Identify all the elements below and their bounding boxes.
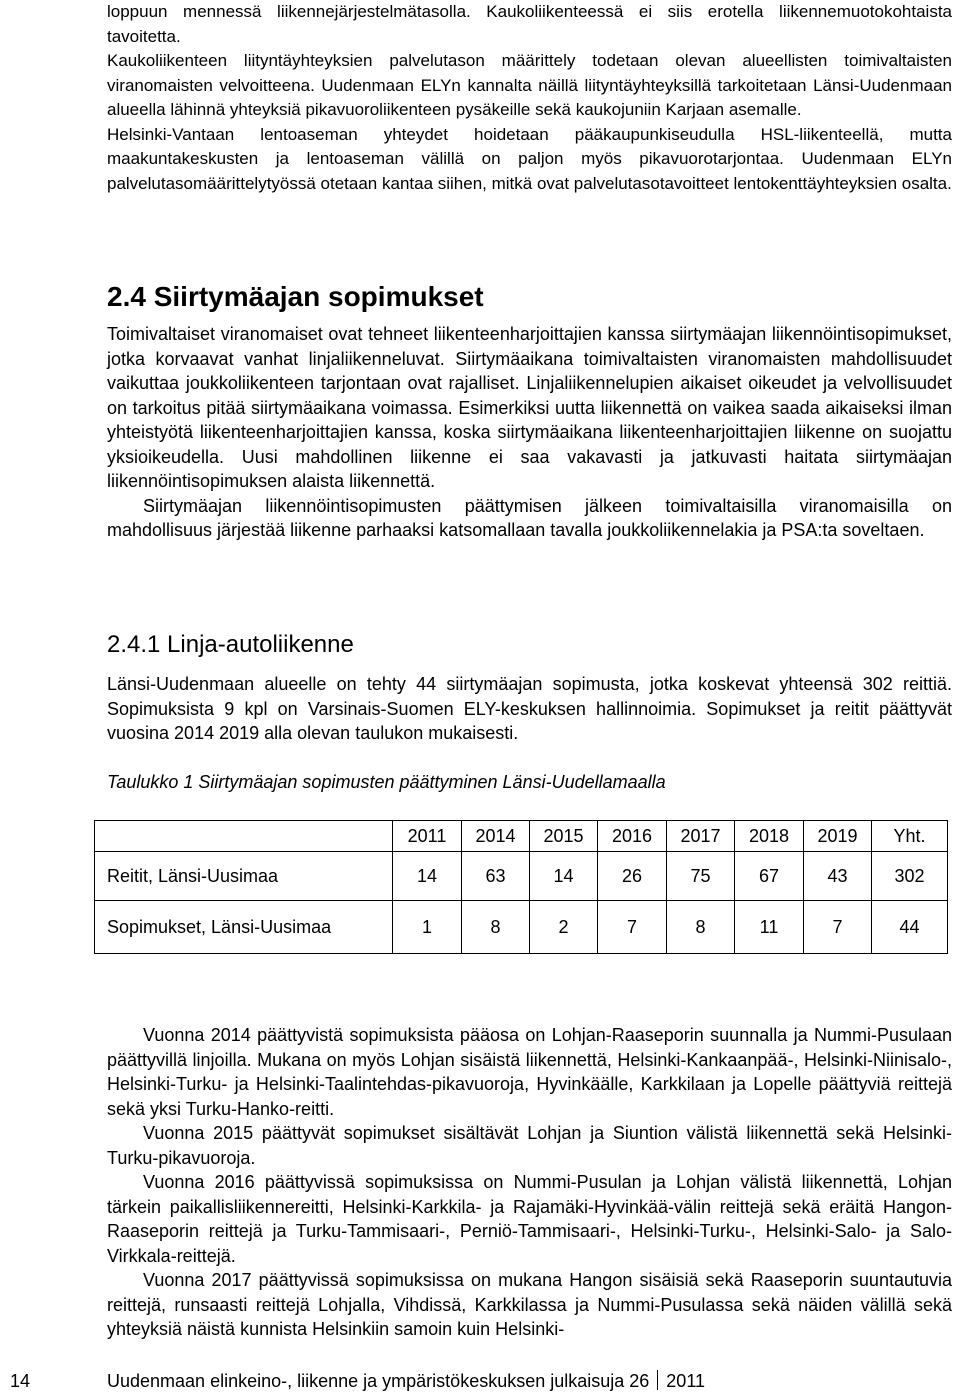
table-row-label: Sopimukset, Länsi-Uusimaa [95, 901, 393, 954]
table-cell: 14 [393, 852, 462, 901]
section-paragraph-1: Toimivaltaiset viranomaiset ovat tehneet liikenteenharjoittajien kanssa siirtymäajan liikennöintisopimukset, jotka korvaavat vanhat linjaliikenneluvat. Siirtymäaikana toimivaltaisten viranomaisten mahdollisuudet vaikuttaa joukkoliikenteen tarjontaan ovat rajalliset. Linjaliikennelupien aikaiset oikeudet ja velvollisuudet on tarkoitus pitää siirtymäaikana voimassa. Esimerkiksi uutta liikennettä on vaikea saada aikaiseksi ilman yhteistyötä liikenteenharjoittajien kanssa, koska siirtymäaikana liikenteenharjoittajien liikenne on suojattu yksioikeudella. Uusi mahdollinen liikenne ei saa vakavasti ja jatkuvasti haitata siirtymäajan liikennöintisopimuksen alaista liikennettä. [107, 324, 952, 491]
table-cell: 63 [462, 852, 530, 901]
table-cell: 26 [598, 852, 667, 901]
table-header-row [95, 821, 948, 852]
intro-paragraph-3: Helsinki-Vantaan lentoaseman yhteydet hoidetaan pääkaupunkiseudulla HSL-liikenteellä, mutta maakuntakeskusten ja lentoaseman välillä on paljon myös pikavuorotarjontaa. Uudenmaan ELYn palvelutasomäärittelytyössä otetaan kantaa siihen, mitkä ovat palvelutasotavoitteet lentokenttäyhteyksien osalta. [107, 124, 952, 193]
table-header-cell: 2017 [667, 821, 735, 852]
table-cell: 7 [804, 901, 872, 954]
table-caption: Taulukko 1 Siirtymäajan sopimusten päättyminen Länsi-Uudellamaalla [107, 772, 666, 792]
table-cell: 75 [667, 852, 735, 901]
section-paragraph-2: Siirtymäajan liikennöintisopimusten päättymisen jälkeen toimivaltaisilla viranomaisilla on mahdollisuus järjestää liikenne parhaaksi katsomallaan tavalla joukkoliikennelakia ja PSA:ta soveltaen. [107, 495, 952, 540]
table-cell: 44 [872, 901, 948, 954]
subsection-paragraph-1: Länsi-Uudenmaan alueelle on tehty 44 siirtymäajan sopimusta, jotka koskevat yhteensä 302 reittiä. Sopimuksista 9 kpl on Varsinais-Suomen ELY-keskuksen hallinnoimia. Sopimukset ja reitit päättyvät vuosina 2014 2019 alla olevan taulukon mukaisesti. [107, 674, 952, 743]
table-cell: 7 [598, 901, 667, 954]
intro-paragraph-1: loppuun mennessä liikennejärjestelmätasolla. Kaukoliikenteessä ei siis erotella liikennemuotokohtaista tavoitetta. [107, 2, 952, 46]
footer-divider [657, 1370, 658, 1390]
table-cell: 8 [667, 901, 735, 954]
after-paragraph-1: Vuonna 2014 päättyvistä sopimuksista pääosa on Lohjan-Raaseporin suunnalla ja Nummi-Pusulaan päättyvillä linjoilla. Mukana on myös Lohjan sisäistä liikennettä, Helsinki-Kankaanpää-, Helsinki-Niinisalo-, Helsinki-Turku- ja Helsinki-Taalintehdas-pikavuoroja, Hyvinkäälle, Karkkilaan ja Lopelle päättyviä reittejä sekä yksi Turku-Hanko-reitti. [107, 1025, 952, 1119]
after-table-text [107, 1023, 952, 1342]
table-header-cell: 2019 [804, 821, 872, 852]
table-header-cell: 2016 [598, 821, 667, 852]
subsection-heading: 2.4.1 Linja-autoliikenne [107, 631, 354, 658]
table-header-cell: 2015 [530, 821, 598, 852]
table-header-cell: 2011 [393, 821, 462, 852]
after-paragraph-2: Vuonna 2015 päättyvät sopimukset sisältävät Lohjan ja Siuntion välistä liikennettä sekä Helsinki-Turku-pikavuoroja. [107, 1123, 952, 1168]
after-paragraph-3: Vuonna 2016 päättyvissä sopimuksissa on Nummi-Pusulan ja Lohjan välistä liikennettä, Lohjan tärkein paikallisliikennereitti, Helsinki-Karkkila- ja Rajamäki-Hyvinkää-välin reittejä sekä eräitä Hangon-Raaseporin reittejä ja Turku-Tammisaari-, Perniö-Tammisaari-, Helsinki-Turku-, Helsinki-Salo- ja Salo-Virkkala-reittejä. [107, 1172, 952, 1266]
after-paragraph-4: Vuonna 2017 päättyvissä sopimuksissa on mukana Hangon sisäisiä sekä Raaseporin suuntautuvia reittejä, runsaasti reittejä Lohjalla, Vihdissä, Karkkilassa ja Nummi-Pusulassa sekä näiden välillä sekä yhteyksiä näistä kunnista Helsinkiin samoin kuin Helsinki- [107, 1270, 952, 1339]
section-heading: 2.4 Siirtymäajan sopimukset [107, 281, 484, 312]
table-cell: 8 [462, 901, 530, 954]
page-number: 14 [10, 1371, 31, 1391]
table-cell: 2 [530, 901, 598, 954]
table-header-cell: 2014 [462, 821, 530, 852]
table-cell: 67 [735, 852, 804, 901]
publication-series: Uudenmaan elinkeino-, liikenne ja ympäristökeskuksen julkaisuja 26 [107, 1371, 650, 1391]
subsection-body [107, 672, 952, 746]
intro-paragraph-2: Kaukoliikenteen liityntäyhteyksien palvelutason määrittely todetaan olevan alueellisten toimivaltaisten viranomaisten velvoitteena. Uudenmaan ELYn kannalta näillä liityntäyhteyksillä tarkoitetaan Länsi-Uudenmaan alueella lähinnä yhteyksiä pikavuoroliikenteen pysäkeille sekä kaukojuniin Karjaan asemalle. [107, 51, 952, 119]
table-cell: 11 [735, 901, 804, 954]
section-body [107, 322, 952, 543]
table-cell: 302 [872, 852, 948, 901]
table-row [95, 901, 948, 954]
table-cell: 14 [530, 852, 598, 901]
table-header-cell: 2018 [735, 821, 804, 852]
intro-text [107, 0, 952, 196]
contracts-table [94, 820, 948, 954]
table-row [95, 852, 948, 901]
table-cell: 43 [804, 852, 872, 901]
page-footer [0, 1368, 960, 1394]
table-cell: 1 [393, 901, 462, 954]
publication-year: 2011 [666, 1371, 706, 1391]
publication-title [107, 1368, 705, 1394]
table-corner-cell [95, 821, 393, 852]
table-row-label: Reitit, Länsi-Uusimaa [95, 852, 393, 901]
table-header-cell: Yht. [872, 821, 948, 852]
